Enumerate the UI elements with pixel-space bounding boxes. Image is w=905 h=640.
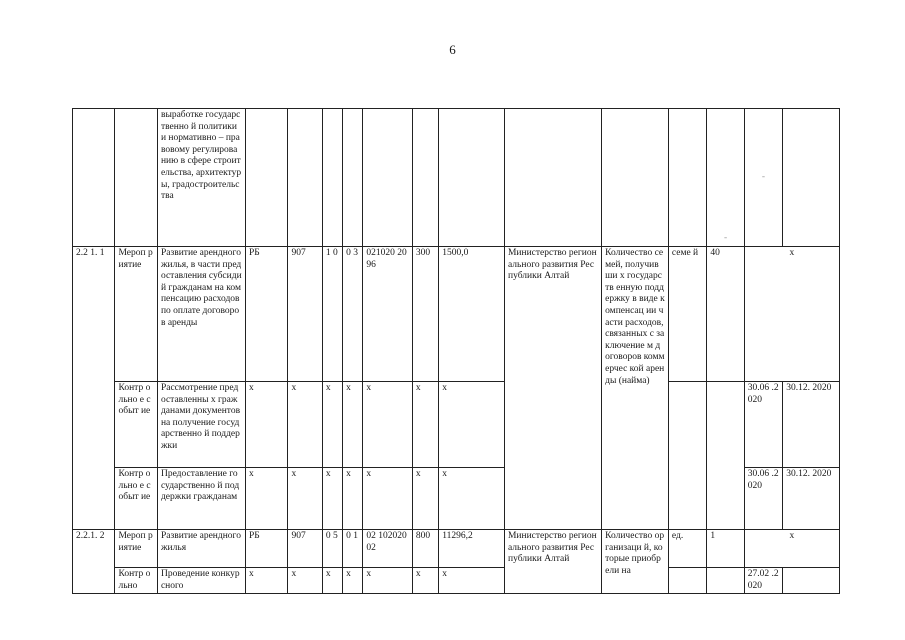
cell-rz: х (322, 468, 342, 530)
cell-grbs: 907 (288, 247, 322, 382)
cell-unit: ед. (668, 530, 706, 568)
cell-csr: 02 102020 02 (363, 530, 413, 568)
cell-rz: 1 0 (322, 247, 342, 382)
table-row (73, 247, 840, 382)
cell-type: Контр ольно е событ ие (115, 468, 157, 530)
cell-executor (504, 109, 601, 247)
cell-pr: х (343, 382, 363, 468)
cell-name: Развитие арендного жилья (157, 530, 245, 568)
cell-type (115, 109, 157, 247)
cell-name: Проведение конкурсного (157, 568, 245, 594)
cell-indicator: Количество организаци й, которые приобрели на (602, 530, 669, 594)
cell-amount (439, 109, 505, 247)
cell-value (707, 568, 744, 594)
cell-grbs: х (288, 382, 322, 468)
cell-indicator: Количество семей, получивши х государств енную поддержку в виде компенсац ии части расходов, связанных с заключение м договоров коммерчес кой аренды (найма) (602, 247, 669, 530)
cell-vr: 300 (412, 247, 438, 382)
cell-csr: 021020 2096 (363, 247, 413, 382)
cell-date-end (783, 109, 840, 247)
cell-date-end (783, 568, 840, 594)
cell-value (707, 109, 744, 247)
cell-vr: х (412, 568, 438, 594)
cell-indicator (602, 109, 669, 247)
cell-date-start (744, 109, 782, 247)
cell-vr (412, 109, 438, 247)
cell-csr: х (363, 468, 413, 530)
cell-type: Контр ольно (115, 568, 157, 594)
cell-number: 2.2 1. 1 (73, 247, 115, 530)
cell-date-end: 30.12. 2020 (783, 382, 840, 468)
cell-grbs: х (288, 468, 322, 530)
cell-vr: х (412, 382, 438, 468)
cell-csr: х (363, 568, 413, 594)
cell-date-start: 27.02 .2020 (744, 568, 782, 594)
cell-pr: 0 1 (343, 530, 363, 568)
table-row (73, 530, 840, 568)
table-row (73, 568, 840, 594)
cell-date: х (744, 247, 839, 382)
cell-csr (363, 109, 413, 247)
cell-amount: 1500,0 (439, 247, 505, 382)
cell-executor: Министерство регионального развития Республики Алтай (504, 247, 601, 530)
cell-pr: 0 3 (343, 247, 363, 382)
cell-date-end: 30.12. 2020 (783, 468, 840, 530)
cell-name: Развитие арендного жилья, в части предоставления субсидий гражданам на компенсацию расходов по оплате договоров аренды (157, 247, 245, 382)
cell-rz: 0 5 (322, 530, 342, 568)
cell-budget: х (246, 468, 288, 530)
cell-rz (322, 109, 342, 247)
scan-mark: - (761, 171, 766, 182)
cell-value (707, 382, 744, 530)
cell-budget: РБ (246, 247, 288, 382)
cell-unit: семе й (668, 247, 706, 382)
cell-name: Предоставление государственно й поддержки гражданам (157, 468, 245, 530)
cell-date: х (744, 530, 839, 568)
cell-number: 2.2.1. 2 (73, 530, 115, 594)
cell-amount: 11296,2 (439, 530, 505, 568)
scan-mark: - (723, 233, 728, 244)
page-number: 6 (449, 42, 456, 57)
cell-csr: х (363, 382, 413, 468)
cell-type: Мероп риятие (115, 247, 157, 382)
cell-grbs: х (288, 568, 322, 594)
cell-type: Контр ольно е событ ие (115, 382, 157, 468)
cell-value: 40 (707, 247, 744, 382)
cell-vr: 800 (412, 530, 438, 568)
cell-budget: х (246, 382, 288, 468)
program-table (72, 108, 840, 594)
cell-pr (343, 109, 363, 247)
cell-amount: х (439, 382, 505, 468)
cell-amount: х (439, 568, 505, 594)
cell-grbs (288, 109, 322, 247)
table-row (73, 382, 840, 468)
cell-budget: х (246, 568, 288, 594)
program-table-wrapper (72, 108, 840, 594)
cell-unit (668, 568, 706, 594)
cell-date-start: 30.06 .2020 (744, 468, 782, 530)
cell-unit (668, 382, 706, 530)
cell-rz: х (322, 382, 342, 468)
cell-executor: Министерство регионального развития Республики Алтай (504, 530, 601, 594)
cell-pr: х (343, 468, 363, 530)
cell-pr: х (343, 568, 363, 594)
cell-unit (668, 109, 706, 247)
cell-number (73, 109, 115, 247)
cell-vr: х (412, 468, 438, 530)
cell-grbs: 907 (288, 530, 322, 568)
cell-name: Рассмотрение предоставленны х гражданами документов на получение государственно й поддержки (157, 382, 245, 468)
cell-value: 1 (707, 530, 744, 568)
cell-rz: х (322, 568, 342, 594)
cell-budget: РБ (246, 530, 288, 568)
cell-type: Мероп риятие (115, 530, 157, 568)
cell-name: выработке государственно й политики и нормативно – правовому регулированию в сфере строительства, архитектуры, градостроительс тва (157, 109, 245, 247)
table-row (73, 109, 840, 247)
cell-amount: х (439, 468, 505, 530)
cell-date-start: 30.06 .2020 (744, 382, 782, 468)
cell-budget (246, 109, 288, 247)
